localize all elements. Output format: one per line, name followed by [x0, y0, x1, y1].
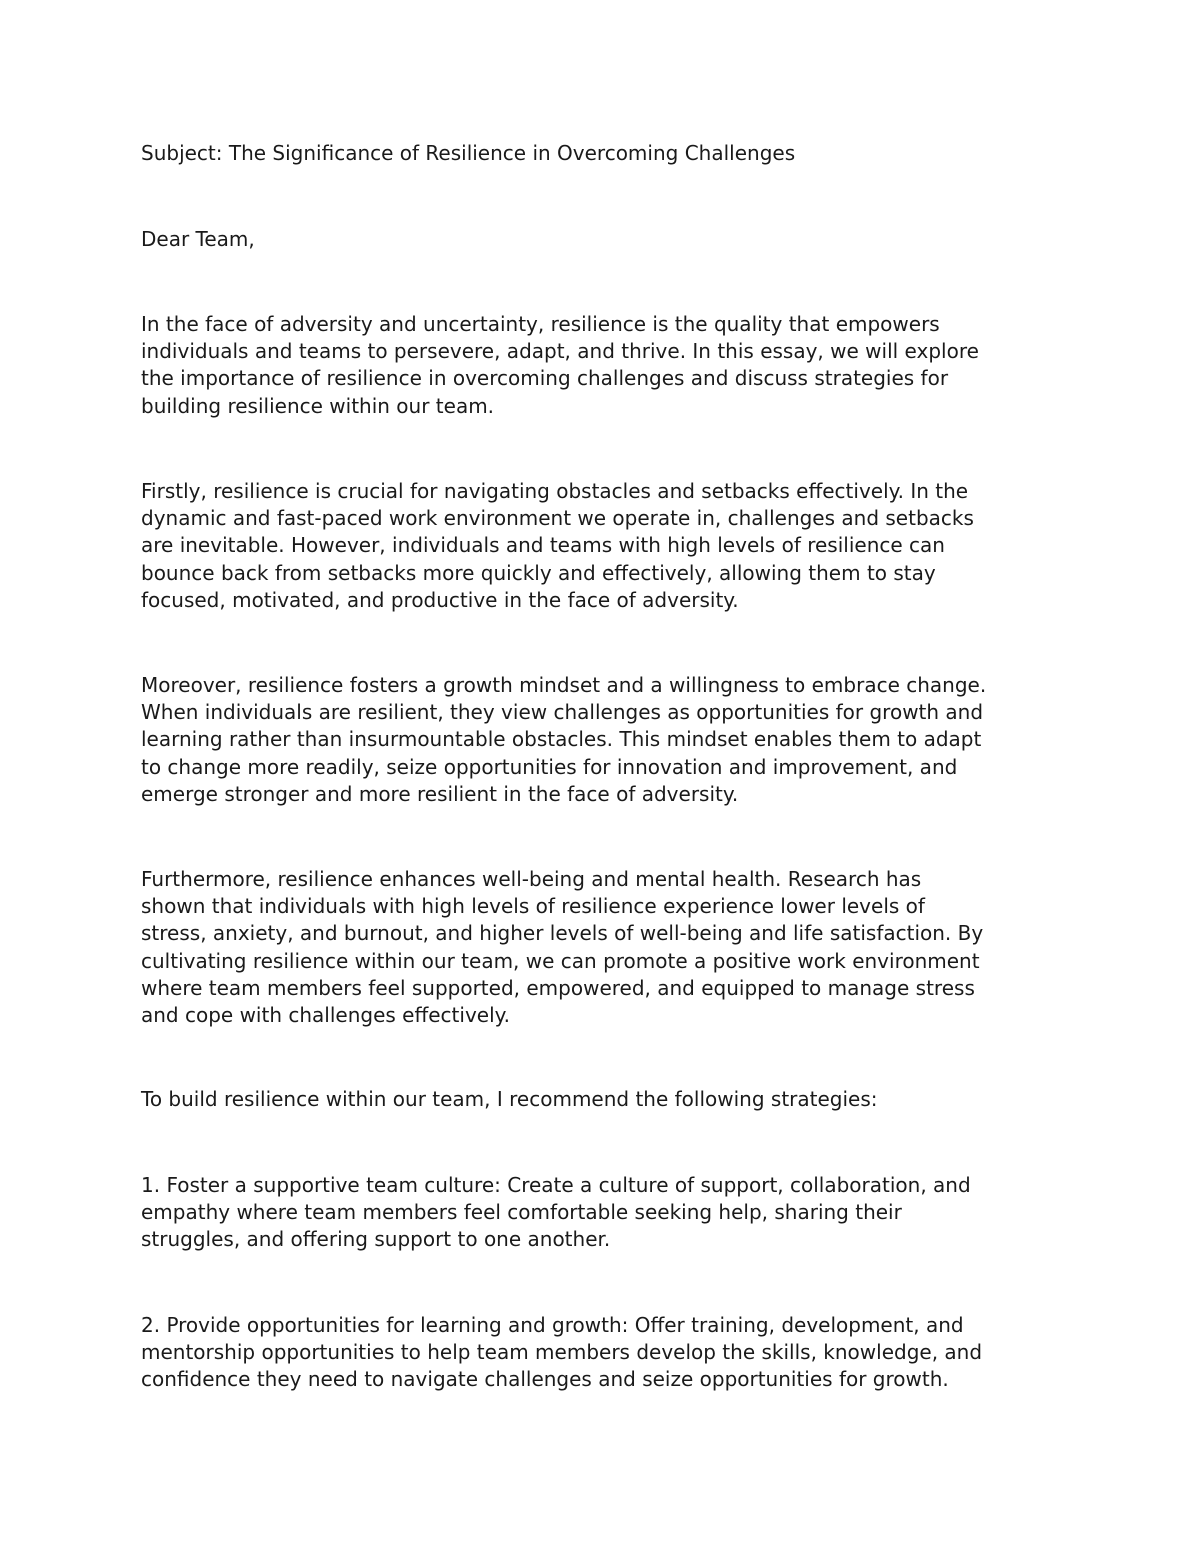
paragraph-intro	[141, 311, 1061, 420]
paragraph-line: bounce back from setbacks more quickly and effectively, allowing them to stay	[141, 560, 936, 585]
paragraph-line: empathy where team members feel comfortable seeking help, sharing their	[141, 1200, 902, 1225]
paragraph-line: learning rather than insurmountable obstacles. This mindset enables them to adapt	[141, 727, 982, 752]
paragraph-line: mentorship opportunities to help team members develop the skills, knowledge, and	[141, 1340, 983, 1365]
paragraph-line: 2. Provide opportunities for learning and growth: Offer training, development, and	[141, 1313, 964, 1337]
paragraph-line: where team members feel supported, empowered, and equipped to manage stress	[141, 975, 975, 1000]
paragraph-strategies-intro	[141, 1086, 1061, 1113]
paragraph-line: cultivating resilience within our team, we can promote a positive work environment	[141, 948, 980, 973]
paragraph-line: building resilience within our team.	[141, 393, 495, 418]
strategy-item-2	[141, 1312, 1061, 1394]
paragraph-furthermore	[141, 866, 1061, 1029]
subject-line	[141, 140, 1061, 167]
salutation-text: Dear Team,	[141, 227, 255, 251]
paragraph-firstly	[141, 478, 1061, 614]
paragraph-line: the importance of resilience in overcoming challenges and discuss strategies for	[141, 366, 949, 391]
paragraph-line: shown that individuals with high levels of resilience experience lower levels of	[141, 894, 925, 919]
paragraph-moreover	[141, 672, 1061, 808]
paragraph-line: emerge stronger and more resilient in the face of adversity.	[141, 781, 739, 806]
paragraph-line: dynamic and fast-paced work environment we operate in, challenges and setbacks	[141, 506, 974, 531]
paragraph-line: When individuals are resilient, they view challenges as opportunities for growth and	[141, 700, 984, 725]
paragraph-line: Furthermore, resilience enhances well-being and mental health. Research has	[141, 867, 922, 891]
paragraph-line: individuals and teams to persevere, adapt, and thrive. In this essay, we will explore	[141, 339, 979, 364]
strategy-item-1	[141, 1172, 1061, 1254]
paragraph-line: focused, motivated, and productive in the face of adversity.	[141, 587, 739, 612]
paragraph-line: confidence they need to navigate challenges and seize opportunities for growth.	[141, 1367, 949, 1392]
paragraph-line: Moreover, resilience fosters a growth mindset and a willingness to embrace change.	[141, 673, 987, 697]
paragraph-line: stress, anxiety, and burnout, and higher levels of well-being and life satisfaction. By	[141, 921, 984, 946]
paragraph-line: In the face of adversity and uncertainty, resilience is the quality that empowers	[141, 312, 940, 336]
paragraph-line: are inevitable. However, individuals and teams with high levels of resilience can	[141, 533, 945, 558]
paragraph-line: and cope with challenges effectively.	[141, 1003, 510, 1028]
paragraph-line: 1. Foster a supportive team culture: Create a culture of support, collaboration, and	[141, 1173, 971, 1197]
salutation	[141, 226, 1061, 253]
paragraph-line: To build resilience within our team, I recommend the following strategies:	[141, 1087, 878, 1111]
paragraph-line: struggles, and offering support to one another.	[141, 1227, 611, 1252]
paragraph-line: Firstly, resilience is crucial for navigating obstacles and setbacks effectively. In the	[141, 479, 969, 503]
paragraph-line: to change more readily, seize opportunities for innovation and improvement, and	[141, 754, 958, 779]
subject-text: Subject: The Significance of Resilience in Overcoming Challenges	[141, 141, 796, 165]
